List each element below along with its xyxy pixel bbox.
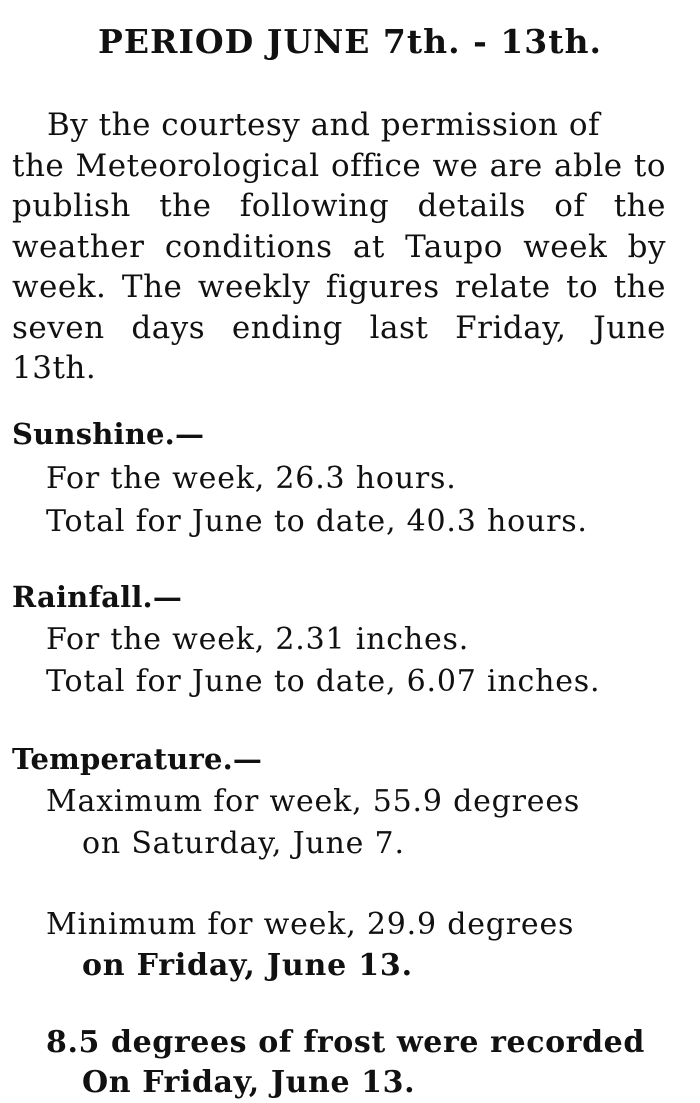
intro-paragraph — [12, 105, 666, 389]
sunshine-heading: Sunshine.— — [12, 417, 205, 451]
temperature-heading: Temperature.— — [12, 742, 263, 776]
rainfall-heading: Rainfall.— — [12, 580, 183, 614]
frost-note-date: On Friday, June 13. — [82, 1065, 416, 1100]
temperature-min-date: on Friday, June 13. — [82, 948, 413, 983]
sunshine-total: Total for June to date, 40.3 hours. — [46, 504, 588, 539]
temperature-max: Maximum for week, 55.9 degrees — [46, 784, 581, 819]
sunshine-week: For the week, 26.3 hours. — [46, 461, 457, 496]
intro-first-line: By the courtesy and permission of — [47, 107, 600, 143]
rainfall-total: Total for June to date, 6.07 inches. — [46, 664, 601, 699]
intro-body: the Meteorological office we are able to publish the following details of the weather conditions at Taupo week by week. The weekly figures relate to the seven days ending last Friday, June 13th. — [12, 147, 666, 386]
temperature-max-date: on Saturday, June 7. — [82, 826, 405, 861]
temperature-min: Minimum for week, 29.9 degrees — [46, 907, 575, 942]
frost-note: 8.5 degrees of frost were recorded — [46, 1025, 645, 1060]
page-title: PERIOD JUNE 7th. - 13th. — [98, 22, 602, 61]
rainfall-week: For the week, 2.31 inches. — [46, 622, 470, 657]
